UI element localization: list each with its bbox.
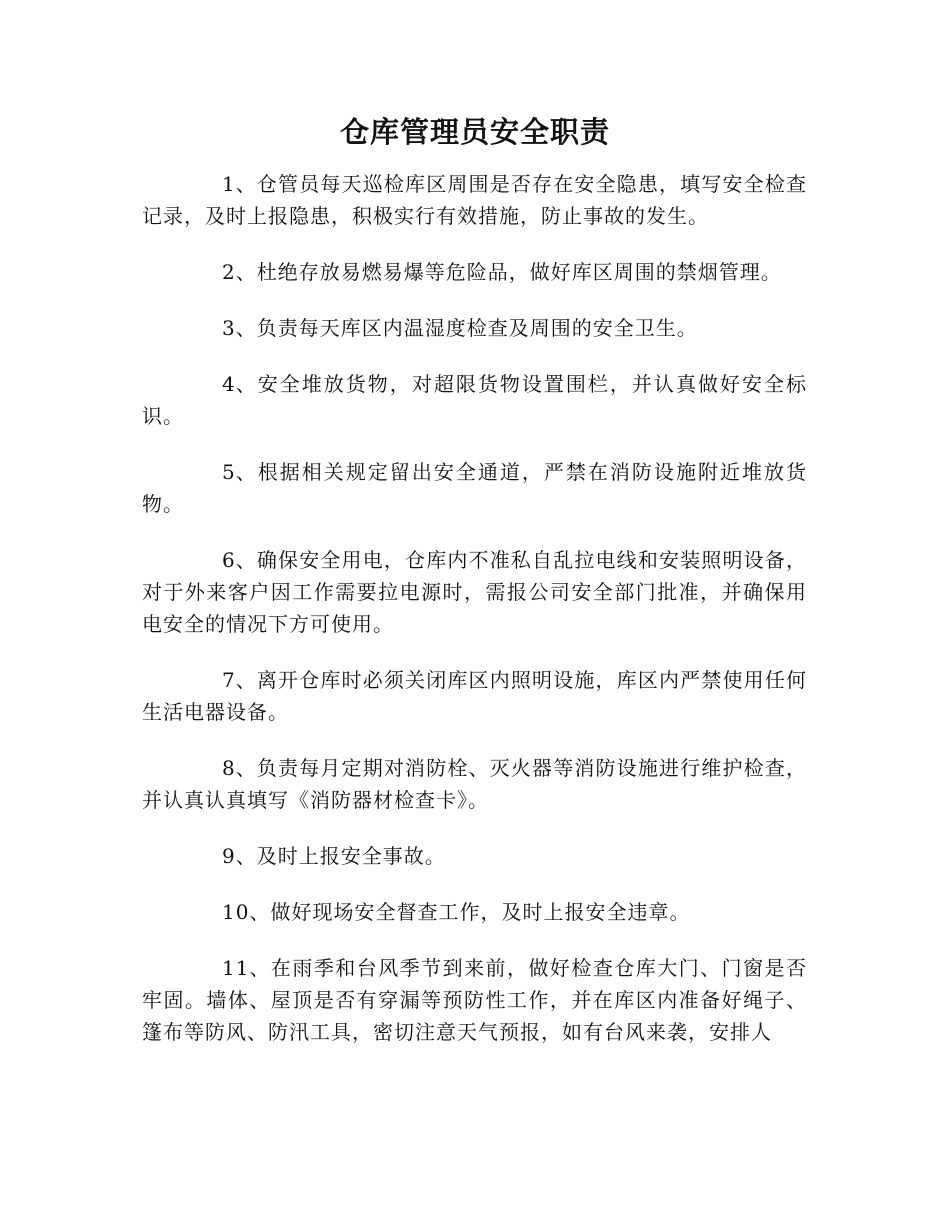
list-item	[142, 456, 807, 520]
item-number: 8、	[222, 756, 257, 780]
list-item	[142, 368, 807, 432]
list-item	[142, 664, 807, 728]
item-text: 负责每月定期对消防栓、灭火器等消防设施进行维护检查，并认真认真填写《消防器材检查卡》。	[142, 756, 807, 812]
item-number: 2、	[222, 260, 257, 284]
item-number: 5、	[222, 460, 257, 484]
document-title: 仓库管理员安全职责	[339, 115, 610, 149]
item-text: 在雨季和台风季节到来前，做好检查仓库大门、门窗是否牢固。墙体、屋顶是否有穿漏等预防性工作，并在库区内准备好绳子、篷布等防风、防汛工具，密切注意天气预报，如有台风来袭，安排人	[142, 956, 807, 1044]
item-text: 根据相关规定留出安全通道，严禁在消防设施附近堆放货物。	[142, 460, 807, 516]
list-item	[142, 896, 807, 928]
list-item	[142, 544, 807, 640]
item-text: 离开仓库时必须关闭库区内照明设施，库区内严禁使用任何生活电器设备。	[142, 668, 807, 724]
list-item	[142, 256, 807, 288]
item-number: 10、	[222, 900, 271, 924]
item-number: 11、	[222, 956, 271, 980]
list-item	[142, 312, 807, 344]
item-number: 3、	[222, 316, 257, 340]
list-item	[142, 840, 807, 872]
item-number: 7、	[222, 668, 257, 692]
item-text: 确保安全用电，仓库内不准私自乱拉电线和安装照明设备，对于外来客户因工作需要拉电源时，需报公司安全部门批准，并确保用电安全的情况下方可使用。	[142, 548, 807, 636]
item-number: 4、	[222, 372, 257, 396]
list-item	[142, 752, 807, 816]
item-text: 负责每天库区内温湿度检查及周围的安全卫生。	[256, 316, 698, 340]
item-text: 及时上报安全事故。	[256, 844, 446, 868]
item-text: 做好现场安全督查工作，及时上报安全违章。	[270, 900, 691, 924]
item-text: 仓管员每天巡检库区周围是否存在安全隐患，填写安全检查记录，及时上报隐患，积极实行有效措施，防止事故的发生。	[142, 172, 807, 228]
item-number: 6、	[222, 548, 257, 572]
list-item	[142, 168, 807, 232]
item-text: 杜绝存放易燃易爆等危险品，做好库区周围的禁烟管理。	[256, 260, 782, 284]
item-number: 9、	[222, 844, 257, 868]
item-text: 安全堆放货物，对超限货物设置围栏，并认真做好安全标识。	[142, 372, 807, 428]
list-item	[142, 952, 807, 1048]
item-number: 1、	[222, 172, 257, 196]
document-body	[142, 168, 807, 1072]
